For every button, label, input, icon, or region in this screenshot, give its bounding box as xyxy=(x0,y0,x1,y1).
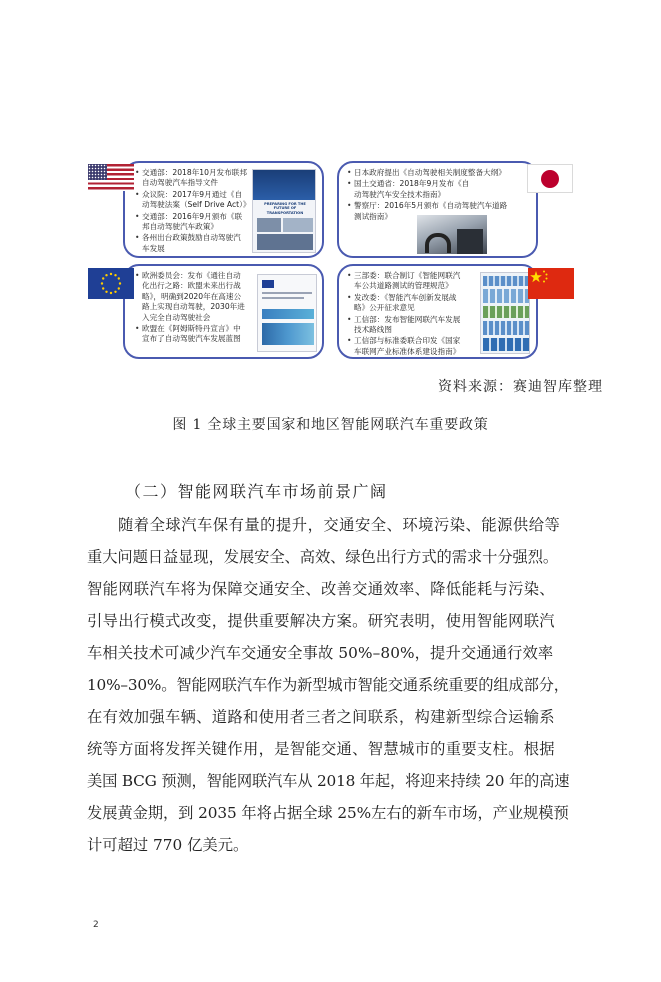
paragraph-line: 车相关技术可减少汽车交通安全事故 50%–80%，提升交通通行效率 xyxy=(87,644,554,662)
china-policy-item: • 工信部与标准委联合印发《国家车联网产业标准体系建设指南》 xyxy=(347,336,462,357)
china-policy-list xyxy=(347,271,462,358)
china-policy-item: • 工信部：发布智能网联汽车发展技术路线图 xyxy=(347,315,462,336)
eu-flag-icon xyxy=(88,268,134,299)
eu-policy-document-image xyxy=(257,274,317,352)
us-document-title: PREPARING FOR THE FUTURE OF TRANSPORTATION xyxy=(264,202,306,215)
us-policy-item: • 交通部：2018年10月发布联邦自动驾驶汽车指导文件 xyxy=(135,168,247,189)
paragraph-line: 随着全球汽车保有量的提升，交通安全、环境污染、能源供给等 xyxy=(118,516,561,534)
paragraph-line: 智能网联汽车将为保障交通安全、改善交通效率、降低能耗与污染、 xyxy=(87,580,555,598)
paragraph-line: 计可超过 770 亿美元。 xyxy=(87,836,249,854)
paragraph-line: 美国 BCG 预测，智能网联汽车从 2018 年起，将迎来持续 20 年的高速 xyxy=(87,772,570,790)
japan-policy-item: • 国土交通省：2018年9月发布《自动驾驶汽车安全技术指南》 xyxy=(347,179,472,200)
body-paragraph xyxy=(87,509,575,861)
us-flag-icon xyxy=(88,164,134,191)
paragraph-line: 发展黄金期，到 2035 年将占据全球 25%左右的新车市场，产业规模预 xyxy=(87,804,569,822)
car-interior-image xyxy=(417,215,487,254)
paragraph-line: 统等方面将发挥关键作用，是智能交通、智慧城市的重要支柱。根据 xyxy=(87,740,555,758)
figure-title: 图 1 全球主要国家和地区智能网联汽车重要政策 xyxy=(172,417,489,433)
us-policy-panel xyxy=(123,161,324,258)
us-policy-document-image xyxy=(252,169,316,253)
figure-source: 资料来源：赛迪智库整理 xyxy=(438,379,603,395)
paragraph-line: 10%–30%。智能网联汽车作为新型城市智能交通系统重要的组成部分， xyxy=(87,676,569,694)
eu-policy-list xyxy=(135,271,245,346)
paragraph-line: 重大问题日益显现，发展安全、高效、绿色出行方式的需求十分强烈。 xyxy=(87,548,559,566)
china-policy-item: • 发改委：《智能汽车创新发展战略》公开征求意见 xyxy=(347,293,462,314)
japan-flag-icon xyxy=(527,164,573,193)
china-flag-icon xyxy=(528,268,574,299)
eu-policy-item: • 欧洲委员会：发布《通往自动化出行之路：欧盟未来出行战略》，明确到2020年在高速公路上实现自动驾驶，2030年进入完全自动驾驶社会 xyxy=(135,271,245,323)
us-policy-item: • 众议院：2017年9月通过《自动驾驶法案（Self Drive Act）》 xyxy=(135,190,247,211)
eu-policy-item: • 欧盟在《阿姆斯特丹宣言》中宣布了自动驾驶汽车发展蓝图 xyxy=(135,324,245,345)
japan-policy-panel xyxy=(337,161,538,258)
japan-policy-item: • 警察厅：2016年5月颁布《自动驾驶汽车道路测试指南》 xyxy=(347,201,514,222)
china-policy-panel xyxy=(337,264,538,359)
japan-policy-item: • 日本政府提出《自动驾驶相关制度整备大纲》 xyxy=(347,168,527,178)
paragraph-line: 在有效加强车辆、道路和使用者三者之间联系，构建新型综合运输系 xyxy=(87,708,555,726)
page-number: 2 xyxy=(93,920,99,930)
technology-roadmap-image xyxy=(480,272,530,354)
us-policy-item: • 各州出台政策鼓励自动驾驶汽车发展 xyxy=(135,233,247,254)
paragraph-line: 引导出行模式改变，提供重要解决方案。研究表明，使用智能网联汽 xyxy=(87,612,555,630)
us-policy-item: • 交通部：2016年9月颁布《联邦自动驾驶汽车政策》 xyxy=(135,212,247,233)
us-policy-list xyxy=(135,168,251,255)
china-policy-item: • 三部委：联合制订《智能网联汽车公共道路测试的管理规范》 xyxy=(347,271,462,292)
section-heading: （二）智能网联汽车市场前景广阔 xyxy=(125,482,388,501)
eu-policy-panel xyxy=(123,264,324,359)
